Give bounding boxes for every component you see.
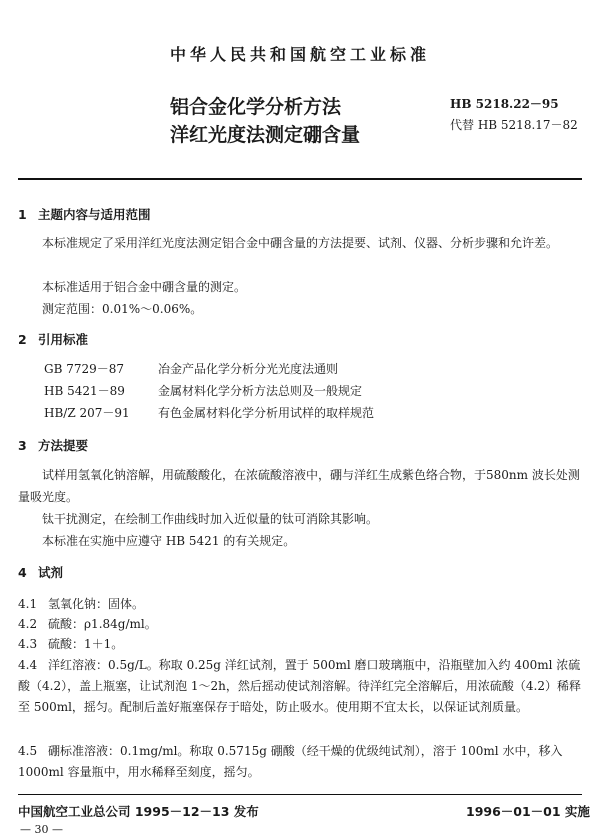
section-number: 3 [18,438,27,453]
item-text: 洋红溶液：0.5g/L。称取 0.25g 洋红试剂，置于 500ml 磨口玻璃瓶中，沿瓶壁加入约 400ml 浓硫酸（4.2），盖上瓶塞，让试剂泡 1～2h，然后摇动使试剂溶解。待洋红完全溶解后，用浓硫酸（4.2）稀释至 500ml，摇匀。配制后盖好瓶塞保存于暗处，防止吸水。使用期不宜太长，以保证试剂质量。 [18,658,581,714]
section-3-paragraph-2: 钛干扰测定，在绘制工作曲线时加入近似量的钛可消除其影响。 [42,512,379,526]
item-text: 硼标准溶液：0.1mg/ml。称取 0.5715g 硼酸（经干燥的优级纯试剂），溶于 100ml 水中，移入 1000ml 容量瓶中，用水稀释至刻度，摇匀。 [18,744,563,779]
item-number: 4.1 [18,597,38,611]
page-number: — 30 — [20,823,63,836]
section-2-heading [18,330,88,348]
reagent-item [18,655,582,718]
ref-title-3: 有色金属材料化学分析用试样的取样规范 [158,406,375,420]
effective-date: 1996－01－01 实施 [466,804,590,819]
ref-code-1: GB 7729－87 [44,362,125,376]
reagent-item [18,741,582,783]
section-title: 主题内容与适用范围 [38,207,151,222]
section-3-paragraph-3: 本标准在实施中应遵守 HB 5421 的有关规定。 [42,534,296,548]
ref-title-1: 冶金产品化学分析分光光度法通则 [158,362,339,376]
header-divider [18,178,582,180]
section-3-paragraph-1: 试样用氢氧化钠溶解，用硫酸酸化，在浓硫酸溶液中，硼与洋红生成紫色络合物，于580nm 波长处测量吸光度。 [18,468,580,504]
section-4-heading [18,563,63,581]
item-text: 氢氧化钠：固体。 [48,597,145,611]
item-number: 4.2 [18,617,38,631]
section-1-paragraph-3: 测定范围：0.01%～0.06%。 [42,302,203,316]
document-title-line2: 洋红光度法测定硼含量 [170,124,361,146]
section-number: 1 [18,207,27,222]
standard-code: HB 5218.22－95 [450,97,559,111]
section-3-heading [18,436,88,454]
item-number: 4.5 [18,744,38,758]
section-title: 方法提要 [38,438,89,453]
reagent-item [18,613,582,635]
standard-category-header: 中华人民共和国航空工业标准 [169,45,430,64]
section-title: 引用标准 [38,332,89,347]
item-text: 硫酸：1＋1。 [48,637,124,651]
section-1-paragraph-2: 本标准适用于铝合金中硼含量的测定。 [42,280,247,294]
footer-divider [18,794,582,795]
reagent-item [18,593,582,615]
section-1-heading [18,205,151,223]
section-title: 试剂 [38,565,64,580]
issuer-date: 中国航空工业总公司 1995－12－13 发布 [18,804,259,819]
item-text: 硫酸：ρ1.84g/ml。 [48,617,157,631]
ref-code-2: HB 5421－89 [44,384,125,398]
reagent-item [18,633,582,655]
item-number: 4.3 [18,637,38,651]
ref-title-2: 金属材料化学分析方法总则及一般规定 [158,384,363,398]
ref-code-3: HB/Z 207－91 [44,406,130,420]
section-number: 2 [18,332,27,347]
item-number: 4.4 [18,658,38,672]
replaces-standard: 代替 HB 5218.17－82 [450,118,578,132]
section-1-paragraph-1: 本标准规定了采用洋红光度法测定铝合金中硼含量的方法提要、试剂、仪器、分析步骤和允许差。 [42,236,559,250]
document-title-line1: 铝合金化学分析方法 [170,96,342,118]
section-number: 4 [18,565,27,580]
